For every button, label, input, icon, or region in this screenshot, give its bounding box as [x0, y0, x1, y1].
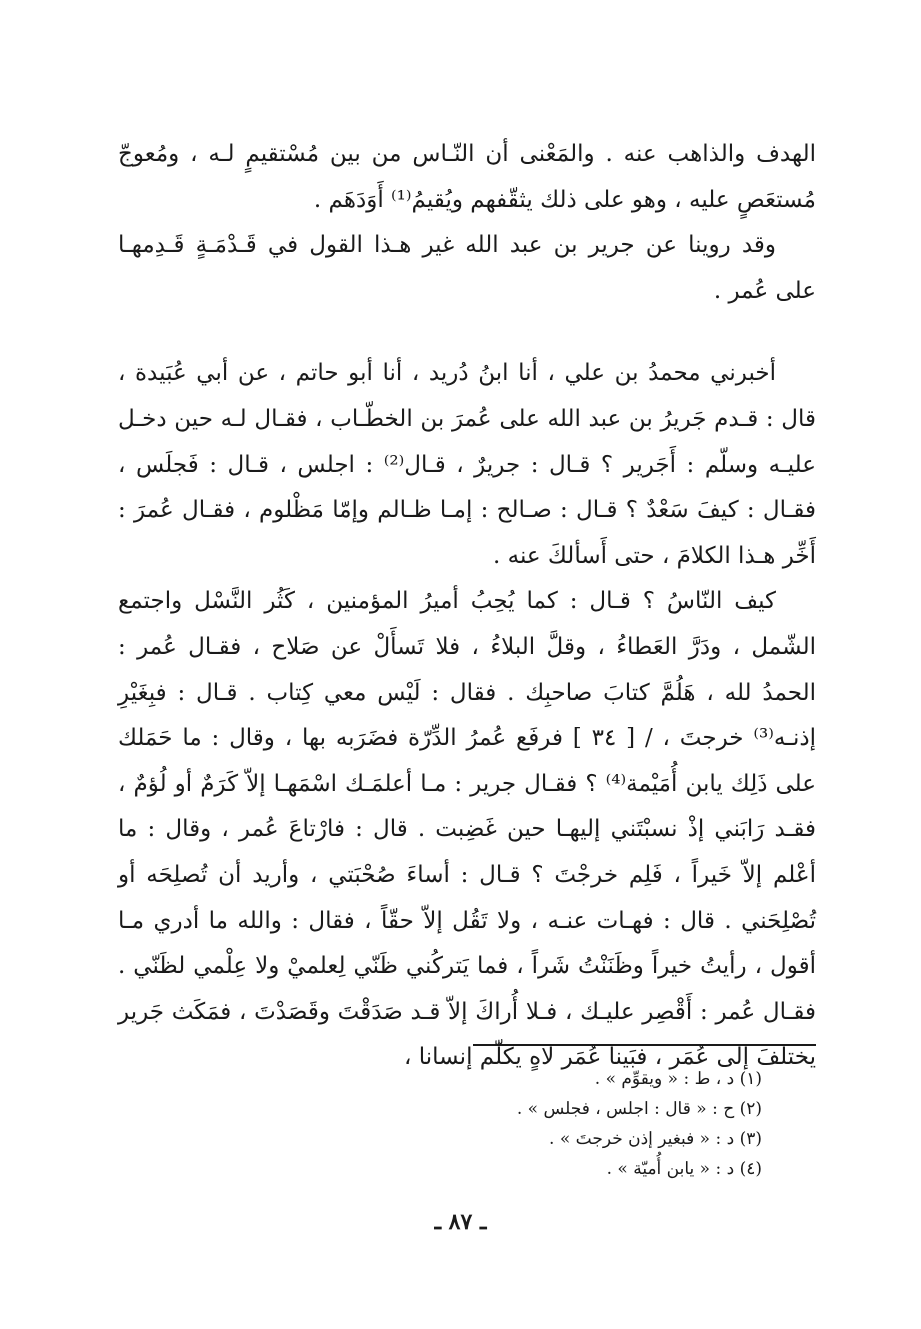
paragraph-1: الهدف والذاهب عنه . والمَعْنى أن النّـاس من بين مُسْتقيمٍ لـه ، ومُعوجّ مُستعَصٍ عليه ، وهو على ذلك يثقّفهم ويُقيمُ⁽¹⁾ أَوَدَهَم .	[118, 141, 816, 213]
footnote-1: (١) د ، ط : « ويقوِّم » .	[594, 1069, 762, 1089]
paragraph-2: وقد روينا عن جرير بن عبد الله غير هـذا القول في قَـدْمَـةٍ قَـدِمهـا على عُمر .	[118, 232, 816, 304]
paragraph-3: أخبرني محمدُ بن علي ، أنا ابنُ دُريد ، أنا أبو حاتم ، عن أبي عُبَيدة ، قال : قـدم جَريرُ بن عبد الله على عُمرَ بن الخطّـاب ، فقـال لـه حين دخـل عليـه وسلّم : أَجَرير ؟ قـال : جريرٌ ، قـال⁽²⁾ : اجلس ، قـال : فَجلَس ، فقـال : كيفَ سَعْدٌ ؟ قـال : صـالح : إمـا ظـالم وإمّا مَظْلوم ، فقـال عُمرَ : أَخِّر هـذا الكلامَ ، حتى أَسألكَ عنه .	[118, 360, 816, 569]
footnote-divider	[473, 1044, 816, 1046]
footnote-3: (٣) د : « فبغير إذن خرجتَ » .	[549, 1129, 762, 1149]
footnote-2: (٢) ح : « قال : اجلس ، فجلس » .	[516, 1099, 762, 1119]
main-text	[118, 132, 816, 1081]
paragraph-4: كيف النّاسُ ؟ قـال : كما يُحِبُ أميرُ المؤمنين ، كَثُر النَّسْل واجتمع الشّمل ، ودَرَّ العَطاءُ ، وقلَّ البلاءُ ، فلا تَسأَلْ عن صَلاح ، فقـال عُمر : الحمدُ لله ، هَلُمَّ كتابَ صاحبِك . فقال : لَيْس معي كِتاب . قـال : فبِغَيْرِ إذنـه⁽³⁾ خرجتَ ، / [ ٣٤ ] فرفَع عُمرُ الدِّرّة فضَرَبه بها ، وقال : ما حَمَلك على ذَلِك يابن أُمَيْمة⁽⁴⁾ ؟ فقـال جرير : مـا أعلمَـك اسْمَهـا إلاّ كَرَمٌ أو لُؤمٌ ، فقـد رَابَني إذْ نسبْتَني إليهـا حين غَضِبت . قال : فارْتاعَ عُمر ، وقال : ما أعْلم إلاّ خَيراً ، فَلِم خرجْتَ ؟ قـال : أساءَ صُحْبَتي ، وأريد أن تُصلِحَه أو تُصْلِحَني . قال : فهـات عنـه ، ولا تَقُل إلاّ حقّاً ، فقال : والله ما أدري مـا أقول ، رأيتُ خيراً وظَنَنْتُ شَراً ، فما يَتركُني ظَنّي لِعلميْ ولا عِلْمي لظَنّي . فقـال عُمر : أَقْصِر عليـك ، فـلا أُراكَ إلاّ قـد صَدَقْتَ وقَصَدْتَ ، فمَكَث جَرير يختلفَ إلى عُمَر ، فبَينا عُمَر لاهٍ يكلّم إنسانا ،	[118, 588, 816, 1071]
footnotes	[420, 1064, 762, 1184]
page-number: ـ ٨٧ ـ	[434, 1209, 487, 1235]
footnote-4: (٤) د : « يابن أُميّة » .	[606, 1159, 762, 1179]
